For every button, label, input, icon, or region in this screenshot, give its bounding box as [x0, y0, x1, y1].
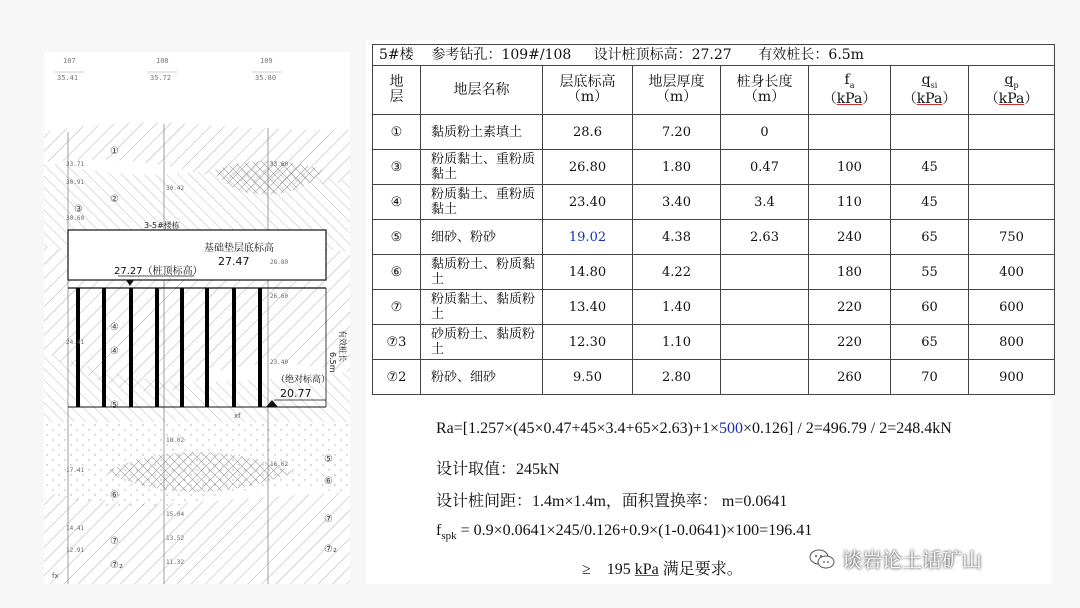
table-row	[373, 290, 1055, 325]
ge-symbol: ≥	[582, 561, 591, 578]
cell-qp	[969, 150, 1055, 185]
table-header-row	[373, 66, 1055, 115]
cell-bottom: 9.50	[543, 360, 633, 395]
layer-mark: ⑦₂	[324, 544, 337, 555]
cell-name: 粉质黏土、重粉质黏土	[421, 150, 543, 185]
cell-qp: 900	[969, 360, 1055, 395]
paren: （	[902, 91, 917, 108]
header-pile-length	[721, 66, 809, 115]
design-value: 设计取值：245kN	[436, 461, 560, 478]
pile-length-label: 6.5m	[328, 352, 337, 373]
cell-name: 细砂、粉砂	[421, 220, 543, 255]
foundation-label: 基础垫层底标高	[204, 243, 274, 254]
cell-qsi: 55	[891, 255, 969, 290]
header-qp-unit: kPa	[998, 91, 1025, 108]
cell-name: 砂质粉土、黏质粉土	[421, 325, 543, 360]
mid-mark: xf	[234, 412, 241, 420]
cell-thickness: 4.38	[633, 220, 721, 255]
cell-pile: 0.47	[721, 150, 809, 185]
soil-layers	[44, 122, 350, 584]
header-bottom-label: 层底标高	[559, 74, 616, 90]
header-thickness-label: 地层厚度	[648, 74, 705, 90]
cell-pile: 3.4	[721, 185, 809, 220]
depth-label: 17.41	[66, 467, 85, 474]
layer-mark: ⑦	[110, 536, 119, 547]
depth-label: 33.60	[270, 161, 289, 168]
cell-qsi: 70	[891, 360, 969, 395]
req-text: 满足要求。	[658, 561, 743, 578]
req-number: 195	[606, 561, 631, 578]
borehole-id-107: 107	[63, 57, 76, 65]
table-row	[373, 220, 1055, 255]
requirement-line	[582, 556, 743, 579]
header-qp-sub: p	[1013, 80, 1019, 90]
depth-label: 14.41	[66, 525, 85, 532]
cell-bottom: 23.40	[543, 185, 633, 220]
borehole-id-108: 108	[156, 57, 169, 65]
layer-mark: ②	[110, 194, 119, 205]
table-row	[373, 115, 1055, 150]
cell-layer: ⑤	[373, 220, 421, 255]
header-qsi-unit: kPa	[916, 91, 943, 108]
layer-mark: ④	[110, 346, 119, 357]
table-row	[373, 325, 1055, 360]
cell-layer: ⑦2	[373, 360, 421, 395]
cell-thickness: 4.22	[633, 255, 721, 290]
layer-mark: ③	[74, 204, 83, 215]
cell-name: 粉质黏土、黏质粉土	[421, 290, 543, 325]
fspk-formula	[436, 522, 812, 542]
cell-layer: ⑦3	[373, 325, 421, 360]
geologic-section-drawing	[44, 52, 350, 584]
paren: ）	[942, 91, 957, 108]
cell-pile	[721, 360, 809, 395]
cell-fa: 260	[809, 360, 891, 395]
borehole-id-109: 109	[260, 57, 273, 65]
header-pile-unit: （m）	[743, 89, 786, 105]
cell-qp: 800	[969, 325, 1055, 360]
ra-formula-part1: Ra=[1.257×(45×0.47+45×3.4+65×2.63)+1×	[436, 420, 719, 437]
section-svg	[44, 52, 350, 584]
cell-fa: 180	[809, 255, 891, 290]
paren: ）	[1024, 91, 1039, 108]
cell-fa: 100	[809, 150, 891, 185]
cell-pile	[721, 325, 809, 360]
title-building: 5#楼	[379, 46, 414, 63]
paren: ）	[862, 91, 877, 108]
layer-mark: ⑥	[110, 490, 119, 501]
cell-layer: ③	[373, 150, 421, 185]
depth-label: 26.60	[270, 293, 289, 300]
header-thickness-unit: （m）	[655, 89, 698, 105]
header-bottom-unit: （m）	[566, 89, 609, 105]
cell-pile: 2.63	[721, 220, 809, 255]
layer-mark: ⑦	[324, 514, 333, 525]
depth-label: 18.02	[166, 437, 185, 444]
depth-label: 28.80	[270, 259, 289, 266]
cell-qp: 600	[969, 290, 1055, 325]
depth-label: 30.91	[66, 179, 85, 186]
depth-label: 13.52	[166, 535, 185, 542]
cell-qsi	[891, 115, 969, 150]
cell-qp: 750	[969, 220, 1055, 255]
depth-label: 16.62	[270, 461, 289, 468]
cell-thickness: 7.20	[633, 115, 721, 150]
borehole-elev-109: 35.80	[255, 74, 277, 82]
cell-thickness: 2.80	[633, 360, 721, 395]
cell-thickness: 1.10	[633, 325, 721, 360]
cell-name: 粉质黏土、重粉质黏土	[421, 185, 543, 220]
table-title	[373, 45, 1055, 66]
cell-fa: 220	[809, 325, 891, 360]
abs-value: 20.77	[280, 387, 312, 400]
header-fa-symbol: f	[844, 71, 850, 88]
depth-label: 24.41	[66, 339, 85, 346]
depth-label: 33.71	[66, 161, 85, 168]
pile-spacing: 设计桩间距：1.4m×1.4m，面积置换率： m=0.0641	[436, 493, 788, 510]
cell-bottom: 14.80	[543, 255, 633, 290]
cell-bottom: 28.6	[543, 115, 633, 150]
wechat-icon	[808, 548, 836, 570]
cell-pile	[721, 290, 809, 325]
watermark-text: 谈岩论土话矿山	[842, 548, 982, 572]
depth-label: 30.60	[66, 215, 85, 222]
cell-pile: 0	[721, 115, 809, 150]
layer-mark: ⑥	[324, 476, 333, 487]
header-pile-label: 桩身长度	[736, 74, 793, 90]
header-thickness	[633, 66, 721, 115]
cell-qsi: 65	[891, 325, 969, 360]
cell-pile	[721, 255, 809, 290]
cell-fa: 220	[809, 290, 891, 325]
header-qp	[969, 66, 1055, 115]
cell-thickness: 1.80	[633, 150, 721, 185]
table-row	[373, 360, 1055, 395]
header-fa-sub: a	[849, 80, 855, 90]
cell-thickness: 1.40	[633, 290, 721, 325]
depth-label: 12.91	[66, 547, 85, 554]
fspk-expression: = 0.9×0.0641×245/0.126+0.9×(1-0.0641)×100=196.41	[456, 522, 813, 539]
cell-bottom: 12.30	[543, 325, 633, 360]
borehole-elev-107: 35.41	[57, 74, 79, 82]
title-pile-top: 设计桩顶标高：27.27	[593, 46, 732, 63]
table-row	[373, 255, 1055, 290]
layer-mark: ④	[110, 322, 119, 333]
depth-label: 30.42	[166, 185, 185, 192]
ra-formula-qp: 500	[718, 420, 743, 437]
header-qsi	[891, 66, 969, 115]
table-title-row	[373, 45, 1055, 66]
paren: （	[984, 91, 999, 108]
cell-name: 黏质粉土、粉质黏土	[421, 255, 543, 290]
title-borehole: 参考钻孔：109#/108	[431, 46, 572, 63]
fspk-symbol: f	[436, 522, 442, 539]
cell-qp	[969, 185, 1055, 220]
building-label: 3-5#楼栋	[144, 221, 180, 230]
cell-name: 黏质粉土素填土	[421, 115, 543, 150]
cell-qsi: 45	[891, 185, 969, 220]
layer-mark: ⑤	[324, 454, 333, 465]
header-layer: 地 层	[373, 66, 421, 115]
borehole-elev-108: 35.72	[150, 74, 172, 82]
cell-thickness: 3.40	[633, 185, 721, 220]
ra-formula	[436, 420, 952, 438]
watermark	[808, 544, 982, 573]
paren: （	[822, 91, 837, 108]
cell-qsi: 60	[891, 290, 969, 325]
ra-formula-part2: ×0.126] / 2=496.79 / 2=248.4kN	[742, 420, 952, 437]
header-name: 地层名称	[421, 66, 543, 115]
foundation-value: 27.47	[218, 255, 250, 268]
corner-mark: fx	[52, 572, 59, 580]
cell-fa	[809, 115, 891, 150]
abs-label: （绝对标高）	[276, 375, 331, 385]
cell-fa: 110	[809, 185, 891, 220]
header-qsi-symbol: q	[921, 71, 931, 88]
depth-label: 11.32	[166, 559, 185, 566]
table-row	[373, 185, 1055, 220]
soil-parameter-table	[372, 44, 1055, 395]
cell-layer: ④	[373, 185, 421, 220]
header-bottom	[543, 66, 633, 115]
depth-label: 15.04	[166, 511, 185, 518]
cell-qp	[969, 115, 1055, 150]
cell-qsi: 65	[891, 220, 969, 255]
layer-mark: ⑤	[110, 400, 119, 411]
table-row	[373, 150, 1055, 185]
title-pile-length: 有效桩长：6.5m	[758, 46, 864, 63]
cell-qsi: 45	[891, 150, 969, 185]
header-fa-unit: kPa	[836, 91, 863, 108]
depth-label: 23.40	[270, 359, 289, 366]
pile-top-label: 27.27（桩顶标高）	[114, 266, 203, 277]
header-fa	[809, 66, 891, 115]
pile-length-note: 有效桩长	[338, 330, 347, 362]
cell-name: 粉砂、细砂	[421, 360, 543, 395]
req-unit: kPa	[634, 561, 659, 578]
cell-bottom: 26.80	[543, 150, 633, 185]
cell-qp: 400	[969, 255, 1055, 290]
layer-mark: ⑦₂	[110, 560, 123, 571]
fspk-sub: spk	[441, 530, 457, 543]
header-qsi-sub: si	[930, 80, 938, 90]
cell-bottom: 13.40	[543, 290, 633, 325]
layer-mark: ①	[110, 146, 119, 157]
cell-bottom: 19.02	[543, 220, 633, 255]
header-qp-symbol: q	[1004, 71, 1014, 88]
table-body	[373, 115, 1055, 395]
cell-fa: 240	[809, 220, 891, 255]
cell-layer: ⑥	[373, 255, 421, 290]
cell-layer: ⑦	[373, 290, 421, 325]
cell-layer: ①	[373, 115, 421, 150]
